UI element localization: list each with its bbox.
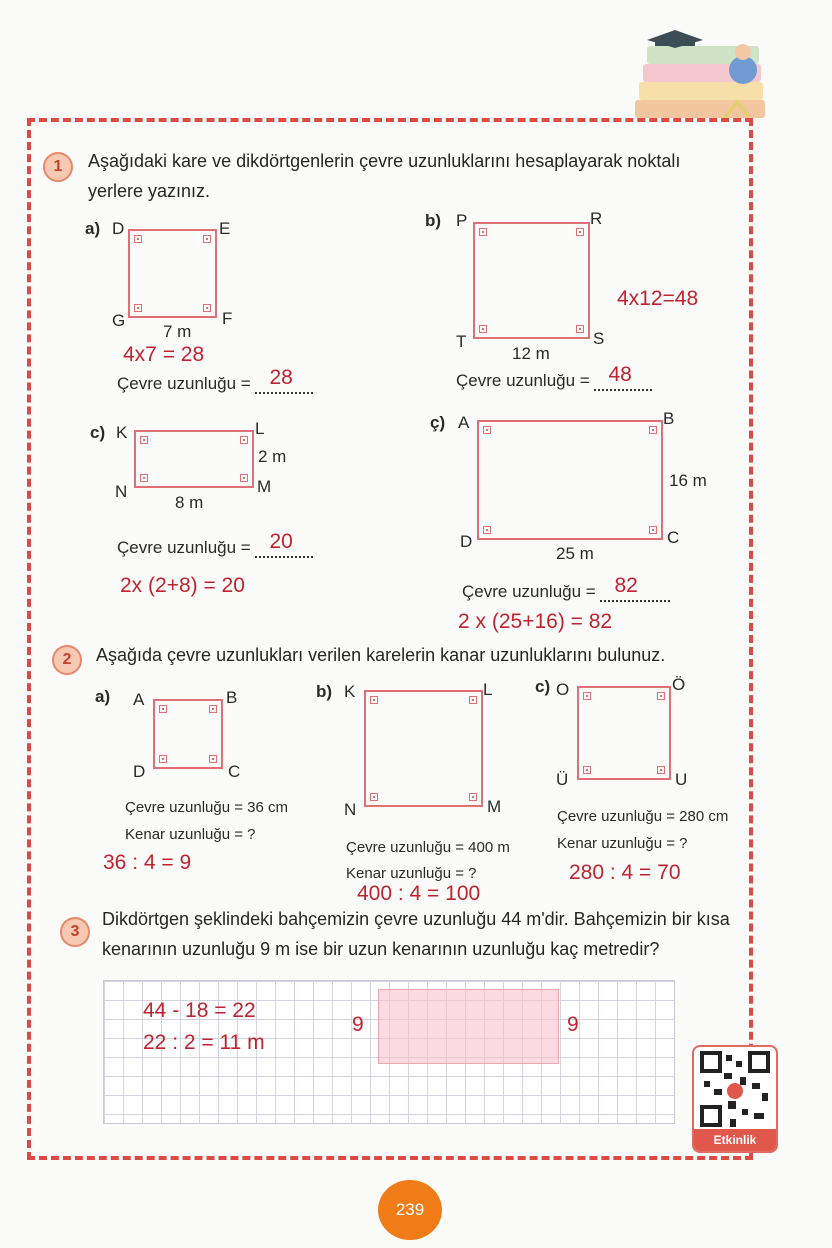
question-2-text: Aşağıda çevre uzunlukları verilen karelerin kanar uzunluklarını bulunuz. [96,645,666,665]
q1c-vertex-3: N [115,482,128,501]
question-1-text: Aşağıdaki kare ve dikdörtgenlerin çevre uzunluklarını hesaplayarak noktalı yerlere yazınız. [88,151,681,201]
q2a-vertex-4: C [228,762,241,781]
q1cc-perimeter: Çevre uzunluğu = 82 [462,582,670,602]
q1c-rectangle [134,430,254,488]
q1cc-short-side: 16 m [669,471,707,490]
q2b-vertex-1: K [344,682,356,701]
q2a-vertex-2: B [226,688,238,707]
q1c-vertex-1: K [116,423,128,442]
q2b-vertex-2: L [483,680,493,699]
q1b-work: 4x12=48 [617,287,699,310]
q2c-label: c) [535,677,551,696]
q2b-work: 400 : 4 = 100 [357,882,481,905]
q1c-long-side: 8 m [175,493,204,512]
q1a-vertex-2: E [219,219,231,238]
q1cc-label: ç) [430,413,446,432]
page-number: 239 [378,1180,442,1240]
q2c-vertex-2: Ö [672,675,686,694]
q1b-vertex-2: R [590,209,603,228]
q1cc-rectangle [477,420,663,540]
question-2-number: 2 [52,645,82,675]
q2a-square [153,699,223,769]
q1cc-vertex-1: A [458,413,470,432]
q1cc-vertex-3: D [460,532,473,551]
qr-tag-label: Etkinlik [694,1129,776,1151]
q2b-perimeter: Çevre uzunluğu = 400 m [346,839,510,856]
q1a-square [128,229,217,318]
q1a-label: a) [85,219,101,238]
q1b-side-length: 12 m [512,344,550,363]
garden-rectangle [378,989,559,1064]
q1cc-vertex-4: C [667,528,680,547]
q2a-vertex-3: D [133,762,146,781]
q2c-vertex-3: Ü [556,770,569,789]
q2b-vertex-3: N [344,800,357,819]
q1b-vertex-1: P [456,211,468,230]
q2a-work: 36 : 4 = 9 [103,851,192,874]
q1c-vertex-2: L [255,419,265,438]
q1a-perimeter: Çevre uzunluğu = 28 [117,374,313,394]
q1c-short-side: 2 m [258,447,287,466]
q1c-answer: 20 [269,530,293,553]
q2c-vertex-1: O [556,680,570,699]
q2c-square [577,686,671,780]
q1a-work: 4x7 = 28 [123,343,205,366]
question-3-number: 3 [60,917,90,947]
qr-code[interactable] [692,1045,778,1153]
question-3-text: Dikdörtgen şeklindeki bahçemizin çevre uzunluğu 44 m'dir. Bahçemizin bir kısa kenarının uzunluğu 9 m ise bir uzun kenarının uzunluğu kaç metredir? [102,909,730,959]
q2c-side: Kenar uzunluğu = ? [557,835,688,852]
q2c-work: 280 : 4 = 70 [569,861,681,884]
q1b-answer: 48 [608,363,632,386]
q2a-vertex-1: A [133,690,145,709]
q1b-perimeter: Çevre uzunluğu = 48 [456,371,652,391]
q1b-label: b) [425,211,442,230]
q1b-square [473,222,590,339]
q1cc-long-side: 25 m [556,544,594,563]
q1cc-vertex-2: B [663,409,675,428]
q2b-vertex-4: M [487,797,502,816]
q1c-vertex-4: M [257,477,272,496]
q1cc-work: 2 x (25+16) = 82 [458,610,613,633]
q1a-side-length: 7 m [163,322,192,341]
q2c-vertex-4: U [675,770,688,789]
q2a-label: a) [95,687,111,706]
q1a-vertex-4: F [222,309,233,328]
q2b-label: b) [316,682,333,701]
q3-left-side: 9 [352,1013,364,1036]
q1c-work: 2x (2+8) = 20 [120,574,245,597]
qr-pattern-icon [694,1049,776,1133]
q3-work-1: 44 - 18 = 22 [143,999,256,1022]
q1b-vertex-3: T [456,332,467,351]
q2a-side: Kenar uzunluğu = ? [125,826,256,843]
q3-right-side: 9 [567,1013,579,1036]
q1a-vertex-1: D [112,219,125,238]
q2b-square [364,690,483,807]
q1c-label: c) [90,423,106,442]
q1cc-answer: 82 [614,574,638,597]
q3-work-2: 22 : 2 = 11 m [143,1031,265,1054]
q1b-vertex-4: S [593,329,605,348]
q1c-perimeter: Çevre uzunluğu = 20 [117,538,313,558]
q2a-perimeter: Çevre uzunluğu = 36 cm [125,799,289,816]
q1a-answer: 28 [269,366,293,389]
q2c-perimeter: Çevre uzunluğu = 280 cm [557,808,729,825]
q2b-side: Kenar uzunluğu = ? [346,865,477,882]
question-1-number: 1 [43,152,73,182]
q1a-vertex-3: G [112,311,126,330]
